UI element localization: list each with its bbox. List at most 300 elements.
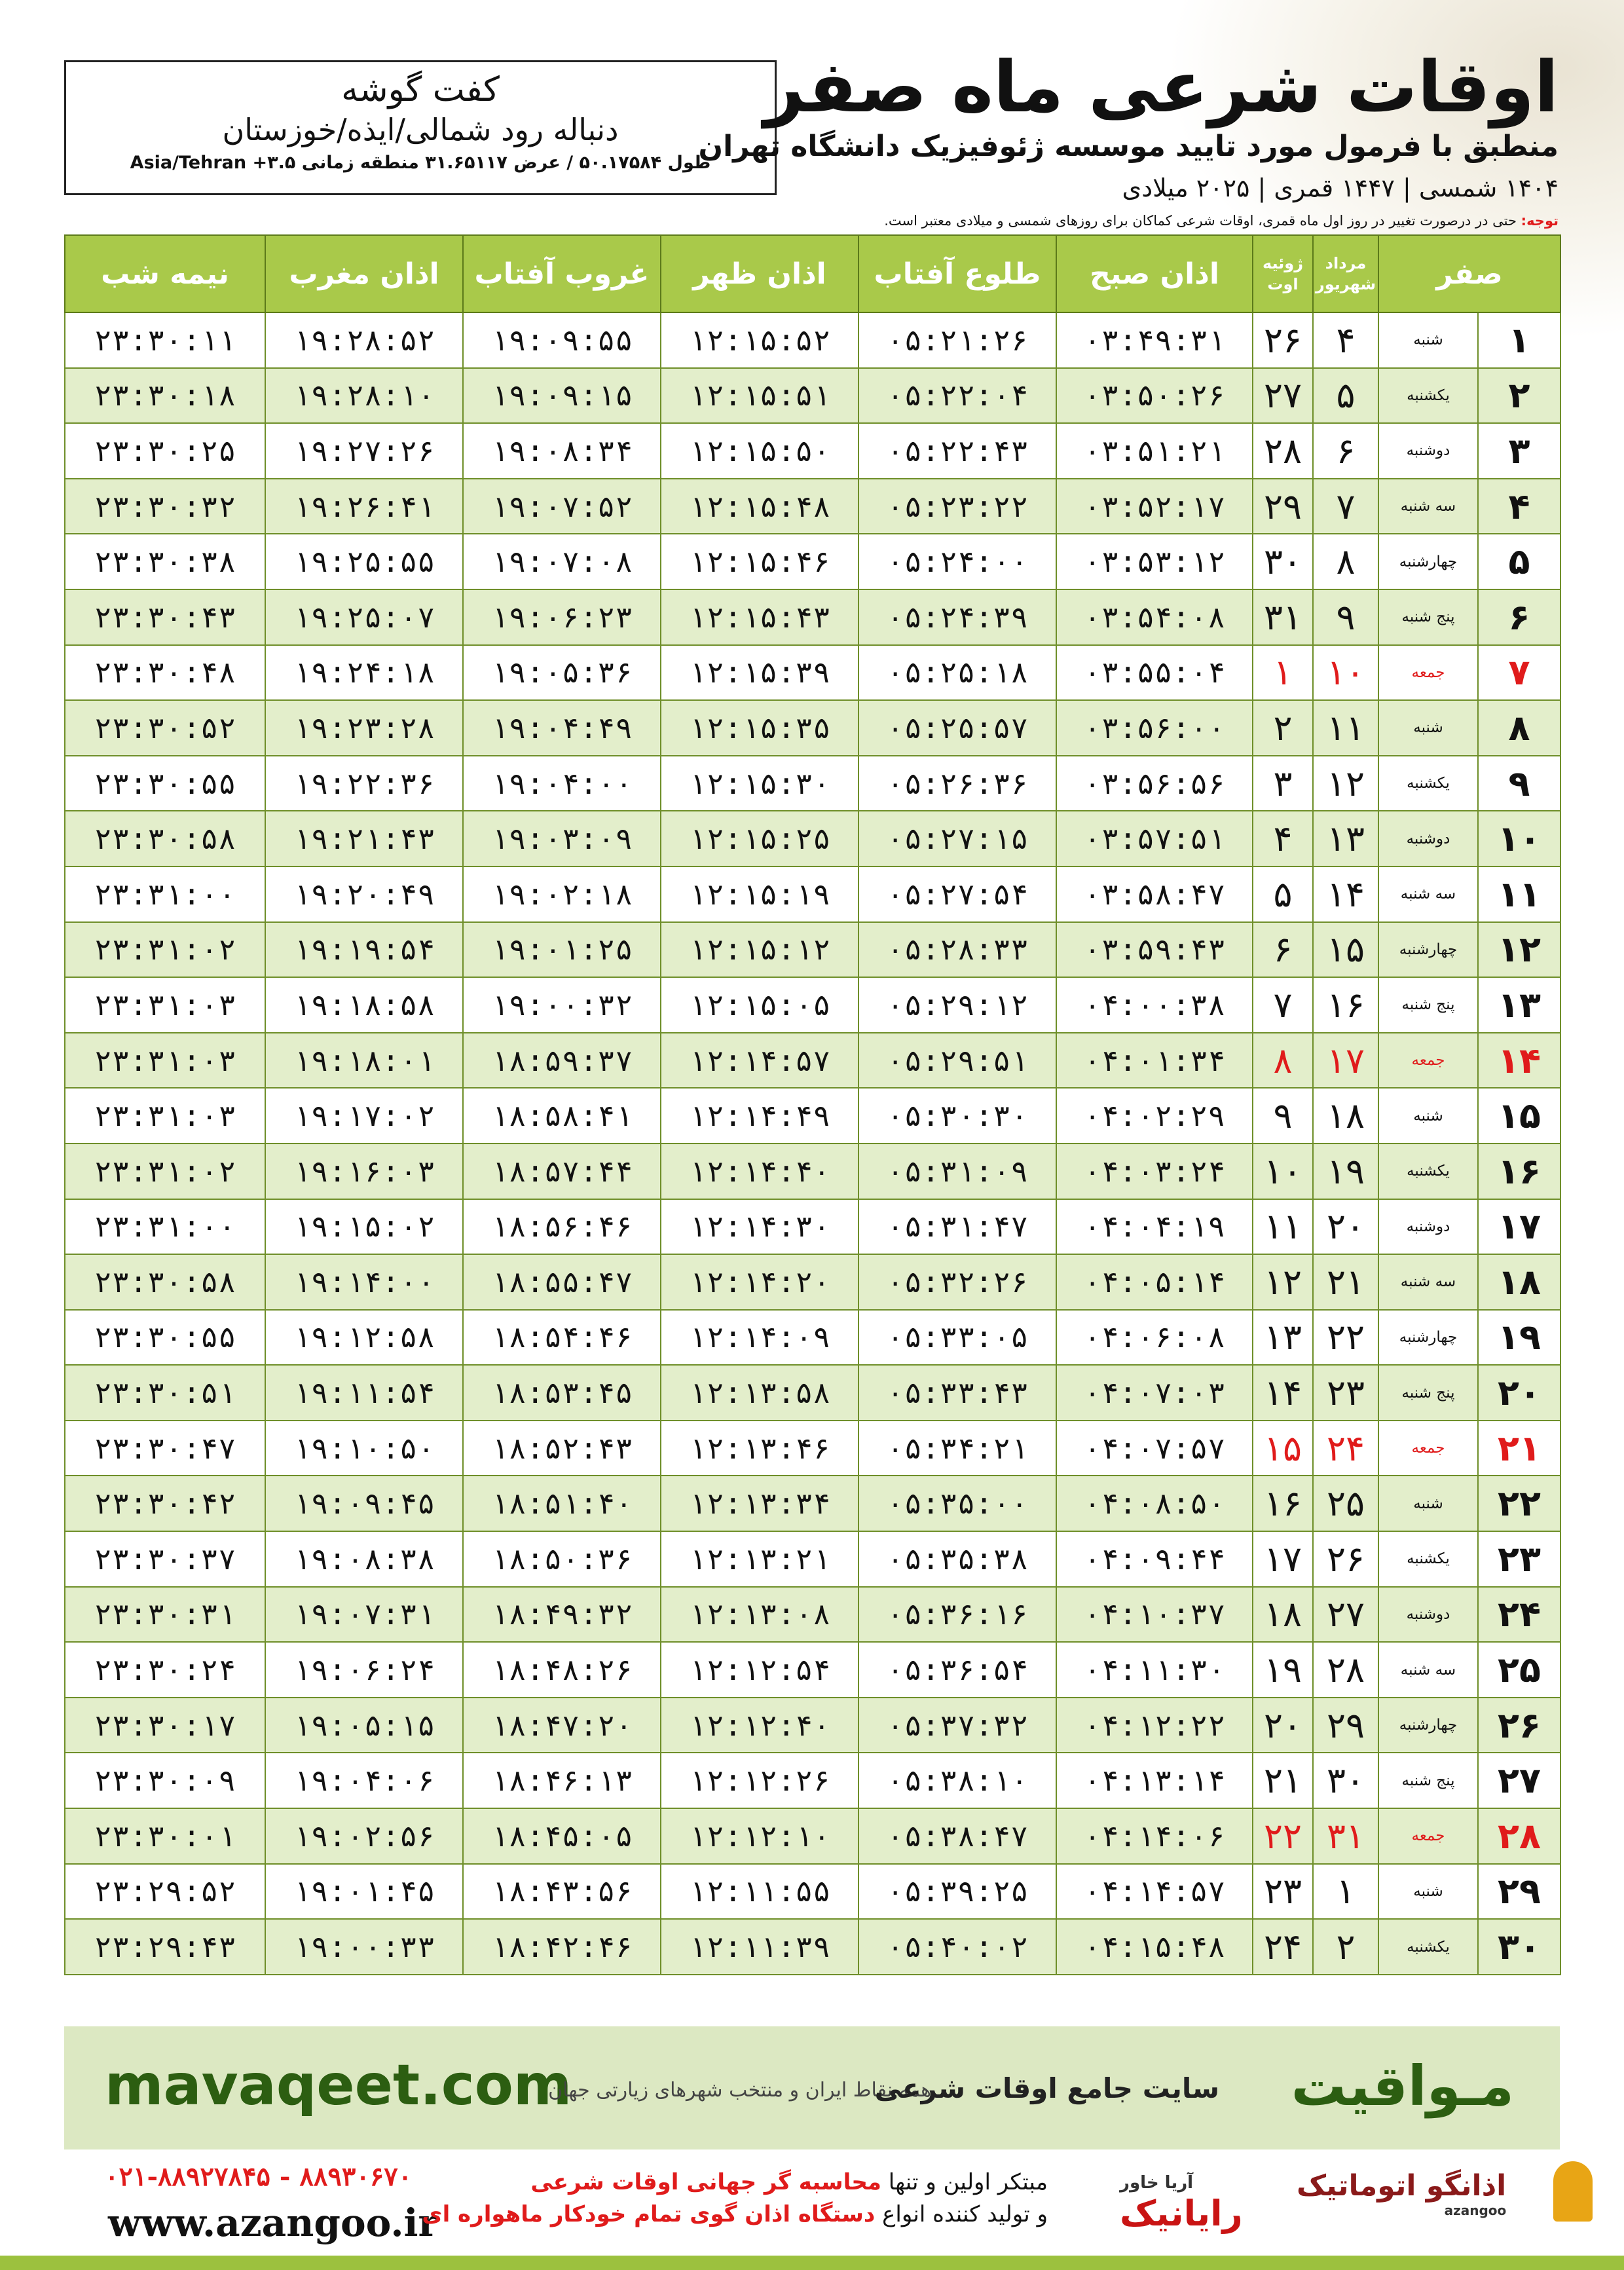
location-region: دنباله رود شمالی/ایذه/خوزستان — [222, 112, 619, 147]
row-maghrib: ۱۹:۲۰:۴۹ — [265, 866, 463, 922]
row-dhuhr: ۱۲:۱۳:۰۸ — [661, 1587, 858, 1643]
row-dhuhr: ۱۲:۱۲:۴۰ — [661, 1698, 858, 1753]
row-fajr: ۰۴:۰۹:۴۴ — [1056, 1531, 1253, 1587]
row-sunrise: ۰۵:۳۴:۲۱ — [858, 1421, 1056, 1476]
row-day: ۷ — [1478, 645, 1560, 701]
table-row — [65, 1254, 1560, 1310]
row-greg: ۳۱ — [1253, 589, 1313, 645]
row-midnight: ۲۳:۳۱:۰۰ — [65, 1199, 265, 1255]
footer-line2-a: و تولید کننده انواع — [875, 2201, 1048, 2228]
row-sunset: ۱۸:۵۰:۳۶ — [463, 1531, 661, 1587]
table-row — [65, 1808, 1560, 1864]
row-midnight: ۲۳:۳۰:۱۱ — [65, 312, 265, 368]
row-greg: ۱۲ — [1253, 1254, 1313, 1310]
row-sunset: ۱۸:۴۶:۱۳ — [463, 1753, 661, 1808]
row-weekday: یکشنبه — [1378, 1144, 1478, 1199]
table-row — [65, 1144, 1560, 1199]
row-sunset: ۱۸:۴۷:۲۰ — [463, 1698, 661, 1753]
table-row — [65, 479, 1560, 534]
row-fajr: ۰۴:۰۴:۱۹ — [1056, 1199, 1253, 1255]
row-maghrib: ۱۹:۰۴:۰۶ — [265, 1753, 463, 1808]
row-maghrib: ۱۹:۲۲:۳۶ — [265, 756, 463, 811]
row-day: ۱۰ — [1478, 811, 1560, 866]
row-fajr: ۰۴:۱۰:۳۷ — [1056, 1587, 1253, 1643]
row-day: ۱۴ — [1478, 1033, 1560, 1088]
row-dhuhr: ۱۲:۱۵:۳۹ — [661, 645, 858, 701]
row-shamsi: ۱۲ — [1313, 756, 1378, 811]
header-maghrib: اذان مغرب — [265, 235, 463, 312]
row-sunset: ۱۹:۰۹:۵۵ — [463, 312, 661, 368]
row-fajr: ۰۳:۵۹:۴۳ — [1056, 922, 1253, 978]
row-weekday: یکشنبه — [1378, 1919, 1478, 1975]
row-sunrise: ۰۵:۳۵:۰۰ — [858, 1476, 1056, 1531]
row-sunrise: ۰۵:۳۵:۳۸ — [858, 1531, 1056, 1587]
row-sunrise: ۰۵:۲۷:۵۴ — [858, 866, 1056, 922]
row-shamsi: ۱۶ — [1313, 977, 1378, 1033]
row-fajr: ۰۳:۵۶:۰۰ — [1056, 700, 1253, 756]
row-midnight: ۲۳:۲۹:۵۲ — [65, 1864, 265, 1920]
row-weekday: یکشنبه — [1378, 368, 1478, 424]
row-day: ۲۸ — [1478, 1808, 1560, 1864]
row-shamsi: ۵ — [1313, 368, 1378, 424]
row-day: ۲۱ — [1478, 1421, 1560, 1476]
row-day: ۴ — [1478, 479, 1560, 534]
row-day: ۱۵ — [1478, 1088, 1560, 1144]
row-shamsi: ۱۹ — [1313, 1144, 1378, 1199]
header-sunrise: طلوع آفتاب — [858, 235, 1056, 312]
row-weekday: سه شنبه — [1378, 866, 1478, 922]
banner-tagline: سایت جامع اوقات شرعی — [874, 2072, 1219, 2104]
row-weekday: پنج شنبه — [1378, 977, 1478, 1033]
row-weekday: یکشنبه — [1378, 756, 1478, 811]
row-sunset: ۱۸:۵۱:۴۰ — [463, 1476, 661, 1531]
row-weekday: پنج شنبه — [1378, 1365, 1478, 1421]
row-midnight: ۲۳:۳۰:۴۳ — [65, 589, 265, 645]
row-midnight: ۲۳:۳۰:۰۱ — [65, 1808, 265, 1864]
azangoo-logo-text: اذانگو اتوماتیک — [1297, 2169, 1507, 2203]
table-row — [65, 1088, 1560, 1144]
row-sunset: ۱۹:۰۶:۲۳ — [463, 589, 661, 645]
row-sunrise: ۰۵:۲۱:۲۶ — [858, 312, 1056, 368]
row-midnight: ۲۳:۳۰:۳۸ — [65, 534, 265, 589]
row-day: ۲۶ — [1478, 1698, 1560, 1753]
row-day: ۱۷ — [1478, 1199, 1560, 1255]
row-day: ۲۳ — [1478, 1531, 1560, 1587]
row-dhuhr: ۱۲:۱۵:۴۳ — [661, 589, 858, 645]
row-day: ۲ — [1478, 368, 1560, 424]
row-midnight: ۲۳:۳۰:۵۵ — [65, 1310, 265, 1366]
row-day: ۶ — [1478, 589, 1560, 645]
page-title: اوقات شرعی ماه صفر — [764, 47, 1559, 128]
row-sunrise: ۰۵:۳۰:۳۰ — [858, 1088, 1056, 1144]
row-shamsi: ۲۰ — [1313, 1199, 1378, 1255]
row-fajr: ۰۴:۱۴:۵۷ — [1056, 1864, 1253, 1920]
row-sunrise: ۰۵:۳۹:۲۵ — [858, 1864, 1056, 1920]
row-greg: ۲۹ — [1253, 479, 1313, 534]
row-shamsi: ۲۵ — [1313, 1476, 1378, 1531]
row-midnight: ۲۳:۳۱:۰۳ — [65, 1088, 265, 1144]
row-midnight: ۲۳:۲۹:۴۳ — [65, 1919, 265, 1975]
row-dhuhr: ۱۲:۱۲:۵۴ — [661, 1642, 858, 1698]
row-weekday: پنج شنبه — [1378, 589, 1478, 645]
header-midnight: نیمه شب — [65, 235, 265, 312]
row-dhuhr: ۱۲:۱۵:۲۵ — [661, 811, 858, 866]
row-greg: ۱۴ — [1253, 1365, 1313, 1421]
row-dhuhr: ۱۲:۱۴:۲۰ — [661, 1254, 858, 1310]
row-sunset: ۱۹:۰۴:۰۰ — [463, 756, 661, 811]
row-greg: ۲۷ — [1253, 368, 1313, 424]
azangoo-mark-icon — [1553, 2161, 1593, 2222]
row-midnight: ۲۳:۳۰:۳۱ — [65, 1587, 265, 1643]
row-fajr: ۰۳:۵۵:۰۴ — [1056, 645, 1253, 701]
row-weekday: یکشنبه — [1378, 1531, 1478, 1587]
table-row — [65, 1365, 1560, 1421]
row-sunrise: ۰۵:۲۹:۵۱ — [858, 1033, 1056, 1088]
row-sunset: ۱۹:۰۵:۳۶ — [463, 645, 661, 701]
row-midnight: ۲۳:۳۰:۵۲ — [65, 700, 265, 756]
row-sunrise: ۰۵:۳۶:۵۴ — [858, 1642, 1056, 1698]
row-greg: ۱۶ — [1253, 1476, 1313, 1531]
row-sunset: ۱۸:۴۲:۴۶ — [463, 1919, 661, 1975]
row-shamsi: ۱۴ — [1313, 866, 1378, 922]
row-shamsi: ۸ — [1313, 534, 1378, 589]
row-day: ۲۲ — [1478, 1476, 1560, 1531]
row-midnight: ۲۳:۳۱:۰۳ — [65, 1033, 265, 1088]
row-maghrib: ۱۹:۱۱:۵۴ — [265, 1365, 463, 1421]
header — [699, 49, 1559, 202]
row-weekday: چهارشنبه — [1378, 1310, 1478, 1366]
row-dhuhr: ۱۲:۱۴:۰۹ — [661, 1310, 858, 1366]
row-maghrib: ۱۹:۱۹:۵۴ — [265, 922, 463, 978]
table-row — [65, 811, 1560, 866]
row-weekday: چهارشنبه — [1378, 534, 1478, 589]
bottom-bar — [0, 2256, 1624, 2270]
row-maghrib: ۱۹:۱۴:۰۰ — [265, 1254, 463, 1310]
row-fajr: ۰۴:۱۵:۴۸ — [1056, 1919, 1253, 1975]
azangoo-logo-sub: azangoo — [1444, 2203, 1507, 2218]
row-weekday: چهارشنبه — [1378, 1698, 1478, 1753]
row-weekday: جمعه — [1378, 645, 1478, 701]
row-fajr: ۰۴:۰۰:۳۸ — [1056, 977, 1253, 1033]
row-greg: ۱۱ — [1253, 1199, 1313, 1255]
row-greg: ۲۴ — [1253, 1919, 1313, 1975]
table-row — [65, 922, 1560, 978]
row-day: ۲۰ — [1478, 1365, 1560, 1421]
row-sunrise: ۰۵:۲۴:۰۰ — [858, 534, 1056, 589]
table-row — [65, 1033, 1560, 1088]
row-greg: ۳ — [1253, 756, 1313, 811]
row-day: ۳ — [1478, 423, 1560, 479]
row-shamsi: ۳۱ — [1313, 1808, 1378, 1864]
mavaqeet-banner — [64, 2026, 1560, 2149]
row-maghrib: ۱۹:۲۸:۵۲ — [265, 312, 463, 368]
table-row — [65, 1421, 1560, 1476]
rayanic-logo-sub: آریا خاور — [1120, 2173, 1194, 2193]
row-day: ۱۸ — [1478, 1254, 1560, 1310]
row-fajr: ۰۴:۱۳:۱۴ — [1056, 1753, 1253, 1808]
row-shamsi: ۳۰ — [1313, 1753, 1378, 1808]
row-midnight: ۲۳:۳۰:۵۸ — [65, 1254, 265, 1310]
row-shamsi: ۲۷ — [1313, 1587, 1378, 1643]
row-weekday: شنبه — [1378, 312, 1478, 368]
row-fajr: ۰۳:۴۹:۳۱ — [1056, 312, 1253, 368]
header-gregorian: ژوئیه اوت — [1253, 235, 1313, 312]
row-fajr: ۰۴:۰۷:۵۷ — [1056, 1421, 1253, 1476]
footer-description — [422, 2167, 1048, 2231]
row-sunrise: ۰۵:۲۹:۱۲ — [858, 977, 1056, 1033]
row-midnight: ۲۳:۳۱:۰۳ — [65, 977, 265, 1033]
row-greg: ۲۶ — [1253, 312, 1313, 368]
row-weekday: چهارشنبه — [1378, 922, 1478, 978]
row-greg: ۲۸ — [1253, 423, 1313, 479]
row-greg: ۱۷ — [1253, 1531, 1313, 1587]
row-shamsi: ۱ — [1313, 1864, 1378, 1920]
row-fajr: ۰۴:۰۷:۰۳ — [1056, 1365, 1253, 1421]
row-weekday: دوشنبه — [1378, 423, 1478, 479]
row-dhuhr: ۱۲:۱۵:۱۹ — [661, 866, 858, 922]
row-maghrib: ۱۹:۲۴:۱۸ — [265, 645, 463, 701]
row-dhuhr: ۱۲:۱۳:۲۱ — [661, 1531, 858, 1587]
row-sunset: ۱۸:۴۸:۲۶ — [463, 1642, 661, 1698]
row-midnight: ۲۳:۳۰:۳۲ — [65, 479, 265, 534]
row-sunset: ۱۸:۵۷:۴۴ — [463, 1144, 661, 1199]
row-maghrib: ۱۹:۰۰:۳۳ — [265, 1919, 463, 1975]
row-maghrib: ۱۹:۱۰:۵۰ — [265, 1421, 463, 1476]
row-greg: ۸ — [1253, 1033, 1313, 1088]
row-maghrib: ۱۹:۰۸:۳۸ — [265, 1531, 463, 1587]
row-sunrise: ۰۵:۲۸:۳۳ — [858, 922, 1056, 978]
row-sunset: ۱۸:۴۵:۰۵ — [463, 1808, 661, 1864]
row-greg: ۱۳ — [1253, 1310, 1313, 1366]
row-sunrise: ۰۵:۲۶:۳۶ — [858, 756, 1056, 811]
row-weekday: سه شنبه — [1378, 1254, 1478, 1310]
row-fajr: ۰۳:۵۳:۱۲ — [1056, 534, 1253, 589]
row-weekday: جمعه — [1378, 1421, 1478, 1476]
row-greg: ۱۰ — [1253, 1144, 1313, 1199]
row-sunset: ۱۹:۰۸:۳۴ — [463, 423, 661, 479]
row-weekday: سه شنبه — [1378, 1642, 1478, 1698]
row-sunset: ۱۸:۵۹:۳۷ — [463, 1033, 661, 1088]
row-maghrib: ۱۹:۲۵:۰۷ — [265, 589, 463, 645]
prayer-times-table — [64, 234, 1561, 1975]
row-sunrise: ۰۵:۲۲:۴۳ — [858, 423, 1056, 479]
table-row — [65, 1698, 1560, 1753]
location-coords: طول ۵۰.۱۷۵۸۴ / عرض ۳۱.۶۵۱۱۷ منطقه زمانی ۳.۵+ Asia/Tehran — [130, 153, 711, 173]
row-weekday: شنبه — [1378, 1088, 1478, 1144]
row-greg: ۱ — [1253, 645, 1313, 701]
row-midnight: ۲۳:۳۰:۵۱ — [65, 1365, 265, 1421]
table-row — [65, 1310, 1560, 1366]
table-row — [65, 1476, 1560, 1531]
table-row — [65, 1531, 1560, 1587]
row-fajr: ۰۴:۰۲:۲۹ — [1056, 1088, 1253, 1144]
header-fajr: اذان صبح — [1056, 235, 1253, 312]
row-shamsi: ۱۸ — [1313, 1088, 1378, 1144]
row-greg: ۹ — [1253, 1088, 1313, 1144]
row-dhuhr: ۱۲:۱۴:۳۰ — [661, 1199, 858, 1255]
row-greg: ۱۸ — [1253, 1587, 1313, 1643]
row-dhuhr: ۱۲:۱۵:۱۲ — [661, 922, 858, 978]
row-sunrise: ۰۵:۲۲:۰۴ — [858, 368, 1056, 424]
row-day: ۲۵ — [1478, 1642, 1560, 1698]
header-dhuhr: اذان ظهر — [661, 235, 858, 312]
location-city: کفت گوشه — [341, 70, 500, 109]
row-dhuhr: ۱۲:۱۳:۴۶ — [661, 1421, 858, 1476]
table-row — [65, 1642, 1560, 1698]
row-maghrib: ۱۹:۲۷:۲۶ — [265, 423, 463, 479]
row-day: ۲۹ — [1478, 1864, 1560, 1920]
row-weekday: دوشنبه — [1378, 811, 1478, 866]
row-maghrib: ۱۹:۱۸:۰۱ — [265, 1033, 463, 1088]
row-fajr: ۰۴:۰۳:۲۴ — [1056, 1144, 1253, 1199]
header-shamsi: مرداد شهریور — [1313, 235, 1378, 312]
table-row — [65, 534, 1560, 589]
row-day: ۳۰ — [1478, 1919, 1560, 1975]
row-midnight: ۲۳:۳۰:۰۹ — [65, 1753, 265, 1808]
note-label: توجه: — [1521, 213, 1559, 229]
row-dhuhr: ۱۲:۱۳:۵۸ — [661, 1365, 858, 1421]
row-sunrise: ۰۵:۳۱:۴۷ — [858, 1199, 1056, 1255]
row-sunset: ۱۹:۰۴:۴۹ — [463, 700, 661, 756]
row-day: ۱۹ — [1478, 1310, 1560, 1366]
row-day: ۲۴ — [1478, 1587, 1560, 1643]
note — [64, 213, 1559, 229]
row-sunset: ۱۹:۰۷:۰۸ — [463, 534, 661, 589]
row-sunrise: ۰۵:۲۴:۳۹ — [858, 589, 1056, 645]
row-maghrib: ۱۹:۱۶:۰۳ — [265, 1144, 463, 1199]
row-dhuhr: ۱۲:۱۲:۲۶ — [661, 1753, 858, 1808]
table-row — [65, 1199, 1560, 1255]
table-row — [65, 423, 1560, 479]
footer-line1-a: مبتکر اولین و تنها — [881, 2169, 1048, 2195]
row-sunset: ۱۸:۵۸:۴۱ — [463, 1088, 661, 1144]
row-sunset: ۱۸:۵۵:۴۷ — [463, 1254, 661, 1310]
row-weekday: دوشنبه — [1378, 1587, 1478, 1643]
row-shamsi: ۲۹ — [1313, 1698, 1378, 1753]
row-greg: ۳۰ — [1253, 534, 1313, 589]
row-greg: ۱۹ — [1253, 1642, 1313, 1698]
table-row — [65, 866, 1560, 922]
banner-url[interactable]: mavaqeet.com — [105, 2053, 572, 2118]
row-greg: ۲۲ — [1253, 1808, 1313, 1864]
page-subtitle: منطبق با فرمول مورد تایید موسسه ژئوفیزیک دانشگاه تهران — [698, 129, 1559, 163]
footer-line1-b: محاسبه گر جهانی اوقات شرعی — [530, 2169, 881, 2195]
row-maghrib: ۱۹:۰۶:۲۴ — [265, 1642, 463, 1698]
row-fajr: ۰۴:۰۶:۰۸ — [1056, 1310, 1253, 1366]
row-day: ۵ — [1478, 534, 1560, 589]
row-shamsi: ۹ — [1313, 589, 1378, 645]
row-weekday: دوشنبه — [1378, 1199, 1478, 1255]
row-fajr: ۰۳:۵۰:۲۶ — [1056, 368, 1253, 424]
row-fajr: ۰۳:۵۷:۵۱ — [1056, 811, 1253, 866]
row-greg: ۲۰ — [1253, 1698, 1313, 1753]
row-fajr: ۰۳:۵۲:۱۷ — [1056, 479, 1253, 534]
row-maghrib: ۱۹:۲۵:۵۵ — [265, 534, 463, 589]
row-sunrise: ۰۵:۳۳:۰۵ — [858, 1310, 1056, 1366]
table-row — [65, 312, 1560, 368]
row-dhuhr: ۱۲:۱۵:۵۱ — [661, 368, 858, 424]
row-shamsi: ۱۵ — [1313, 922, 1378, 978]
page-years: ۱۴۰۴ شمسی | ۱۴۴۷ قمری | ۲۰۲۵ میلادی — [1122, 173, 1559, 202]
row-greg: ۲ — [1253, 700, 1313, 756]
table-row — [65, 700, 1560, 756]
row-dhuhr: ۱۲:۱۵:۳۵ — [661, 700, 858, 756]
row-shamsi: ۲ — [1313, 1919, 1378, 1975]
row-midnight: ۲۳:۳۰:۱۸ — [65, 368, 265, 424]
row-day: ۱ — [1478, 312, 1560, 368]
row-midnight: ۲۳:۳۰:۴۷ — [65, 1421, 265, 1476]
row-sunrise: ۰۵:۳۸:۴۷ — [858, 1808, 1056, 1864]
row-maghrib: ۱۹:۱۲:۵۸ — [265, 1310, 463, 1366]
footer-website[interactable]: www.azangoo.ir — [108, 2201, 439, 2245]
note-text: حتی در درصورت تغییر در روز اول ماه قمری، اوقات شرعی کماکان برای روزهای شمسی و میلادی معتبر است. — [884, 213, 1517, 229]
row-greg: ۴ — [1253, 811, 1313, 866]
row-dhuhr: ۱۲:۱۲:۱۰ — [661, 1808, 858, 1864]
row-shamsi: ۶ — [1313, 423, 1378, 479]
row-maghrib: ۱۹:۱۵:۰۲ — [265, 1199, 463, 1255]
row-fajr: ۰۴:۰۵:۱۴ — [1056, 1254, 1253, 1310]
row-maghrib: ۱۹:۰۵:۱۵ — [265, 1698, 463, 1753]
row-sunrise: ۰۵:۲۵:۱۸ — [858, 645, 1056, 701]
row-fajr: ۰۴:۱۲:۲۲ — [1056, 1698, 1253, 1753]
banner-brand-logo: مـواقیت — [1291, 2054, 1514, 2118]
row-day: ۱۳ — [1478, 977, 1560, 1033]
row-maghrib: ۱۹:۲۶:۴۱ — [265, 479, 463, 534]
row-day: ۱۶ — [1478, 1144, 1560, 1199]
rayanic-logo — [1120, 2173, 1243, 2234]
row-dhuhr: ۱۲:۱۵:۳۰ — [661, 756, 858, 811]
row-shamsi: ۱۳ — [1313, 811, 1378, 866]
row-fajr: ۰۳:۵۴:۰۸ — [1056, 589, 1253, 645]
row-day: ۹ — [1478, 756, 1560, 811]
table-row — [65, 977, 1560, 1033]
row-shamsi: ۲۶ — [1313, 1531, 1378, 1587]
row-day: ۱۱ — [1478, 866, 1560, 922]
row-dhuhr: ۱۲:۱۵:۵۰ — [661, 423, 858, 479]
row-sunset: ۱۸:۵۲:۴۳ — [463, 1421, 661, 1476]
row-sunrise: ۰۵:۴۰:۰۲ — [858, 1919, 1056, 1975]
row-dhuhr: ۱۲:۱۱:۳۹ — [661, 1919, 858, 1975]
row-dhuhr: ۱۲:۱۵:۴۸ — [661, 479, 858, 534]
row-maghrib: ۱۹:۱۸:۵۸ — [265, 977, 463, 1033]
row-greg: ۶ — [1253, 922, 1313, 978]
row-midnight: ۲۳:۳۰:۵۸ — [65, 811, 265, 866]
row-greg: ۱۵ — [1253, 1421, 1313, 1476]
row-midnight: ۲۳:۳۱:۰۲ — [65, 922, 265, 978]
row-shamsi: ۱۱ — [1313, 700, 1378, 756]
row-sunrise: ۰۵:۲۵:۵۷ — [858, 700, 1056, 756]
row-sunrise: ۰۵:۳۶:۱۶ — [858, 1587, 1056, 1643]
row-weekday: جمعه — [1378, 1033, 1478, 1088]
row-fajr: ۰۳:۵۱:۲۱ — [1056, 423, 1253, 479]
row-sunrise: ۰۵:۳۲:۲۶ — [858, 1254, 1056, 1310]
row-sunrise: ۰۵:۳۱:۰۹ — [858, 1144, 1056, 1199]
row-weekday: شنبه — [1378, 1476, 1478, 1531]
row-sunset: ۱۸:۵۳:۴۵ — [463, 1365, 661, 1421]
banner-tagline-secondary: همه نقاط ایران و منتخب شهرهای زیارتی جهان — [548, 2079, 931, 2102]
row-maghrib: ۱۹:۰۹:۴۵ — [265, 1476, 463, 1531]
row-greg: ۷ — [1253, 977, 1313, 1033]
row-sunset: ۱۹:۰۰:۳۲ — [463, 977, 661, 1033]
row-shamsi: ۴ — [1313, 312, 1378, 368]
row-fajr: ۰۳:۵۶:۵۶ — [1056, 756, 1253, 811]
row-sunrise: ۰۵:۳۷:۳۲ — [858, 1698, 1056, 1753]
row-midnight: ۲۳:۳۰:۵۵ — [65, 756, 265, 811]
row-dhuhr: ۱۲:۱۳:۳۴ — [661, 1476, 858, 1531]
footer-line2-b: دستگاه اذان گوی تمام خودکار ماهواره ای — [422, 2201, 876, 2228]
row-midnight: ۲۳:۳۰:۴۸ — [65, 645, 265, 701]
row-shamsi: ۲۸ — [1313, 1642, 1378, 1698]
